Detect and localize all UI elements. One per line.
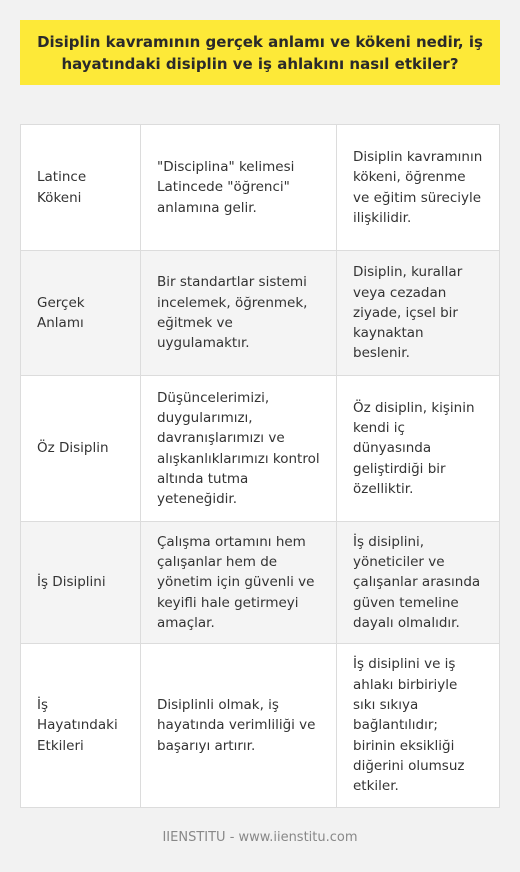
row-description: Disiplinli olmak, iş hayatında verimliliği ve başarıyı artırır. — [141, 644, 337, 807]
row-description: Çalışma ortamını hem çalışanlar hem de yönetim için güvenli ve keyifli hale getirmeyi amaçlar. — [141, 522, 337, 643]
row-note: İş disiplini ve iş ahlakı birbiriyle sıkı sıkıya bağlantılıdır; birinin eksikliği diğerini olumsuz etkiler. — [353, 656, 465, 795]
row-label: Gerçek Anlamı — [21, 251, 141, 375]
table-row — [21, 125, 499, 251]
row-description: "Disciplina" kelimesi Latincede "öğrenci" anlamına gelir. — [141, 125, 337, 250]
row-label: Öz Disiplin — [21, 376, 141, 521]
title-banner — [20, 20, 500, 85]
row-description: Düşüncelerimizi, duygularımızı, davranışlarımızı ve alışkanlıklarımızı kontrol altında tutma yeteneğidir. — [141, 376, 337, 521]
table-row — [21, 376, 499, 522]
row-note: Öz disiplin, kişinin kendi iç dünyasında geliştirdiği bir özelliktir. — [353, 399, 475, 497]
row-note: İş disiplini, yöneticiler ve çalışanlar arasında güven temeline dayalı olmalıdır. — [353, 533, 481, 631]
table-row — [21, 644, 499, 807]
page-title: Disiplin kavramının gerçek anlamı ve kökeni nedir, iş hayatındaki disiplin ve iş ahlakını nasıl etkiler? — [37, 32, 483, 73]
row-note: Disiplin, kurallar veya cezadan ziyade, içsel bir kaynaktan beslenir. — [353, 264, 463, 362]
table-row — [21, 522, 499, 644]
footer-credit: IIENSTITU - www.iienstitu.com — [162, 830, 358, 845]
row-label: Latince Kökeni — [21, 125, 141, 250]
row-description: Bir standartlar sistemi incelemek, öğrenmek, eğitmek ve uygulamaktır. — [141, 251, 337, 375]
row-label: İş Disiplini — [21, 522, 141, 643]
table-row — [21, 251, 499, 376]
row-label: İş Hayatındaki Etkileri — [21, 644, 141, 807]
row-note: Disiplin kavramının kökeni, öğrenme ve eğitim süreciyle ilişkilidir. — [353, 148, 483, 226]
info-table — [20, 124, 500, 808]
